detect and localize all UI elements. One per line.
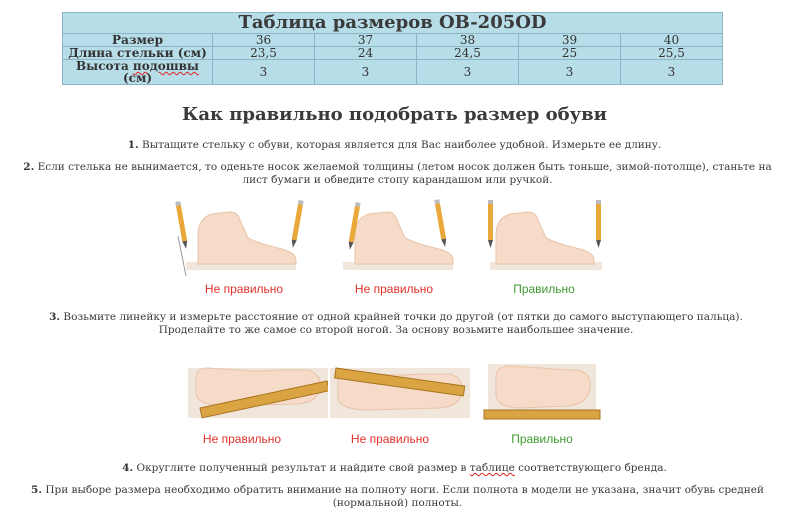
table-row (63, 47, 723, 60)
caption-right-2: Правильно (511, 432, 573, 446)
step-text: Вытащите стельку с обуви, которая является для Вас наиболее удобной. Измерьте ее длину. (138, 139, 662, 151)
table-cell: 25,5 (621, 47, 723, 60)
spellcheck-word: таблице (469, 462, 515, 474)
table-cell: 3 (621, 60, 723, 85)
table-cell: 3 (417, 60, 519, 85)
table-cell: 3 (213, 60, 315, 85)
table-cell: 38 (417, 34, 519, 47)
row-label-size: Размер (63, 34, 213, 47)
step-text: соответствующего бренда. (514, 462, 667, 474)
caption-wrong-1: Не правильно (204, 282, 284, 296)
spellcheck-word: подошвы (132, 59, 199, 73)
row-label-sole-height (63, 60, 213, 85)
table-cell: 37 (315, 34, 417, 47)
row-label-part: Высота (76, 59, 133, 73)
table-cell: 24,5 (417, 47, 519, 60)
step-text: При выборе размера необходимо обратить внимание на полноту ноги. Если полнота в модели не указана, значит обувь средней (нормальной) полноты. (42, 484, 764, 509)
table-row (63, 34, 723, 47)
pencil-illustration-wrong-2 (325, 196, 475, 276)
size-table-title: Таблица размеров OB-205OD (63, 13, 723, 34)
pencil-illustration-right (482, 196, 612, 276)
row-label-part: (см) (122, 71, 153, 85)
step-number: 3. (49, 311, 61, 323)
table-cell: 3 (519, 60, 621, 85)
step-1 (0, 139, 789, 152)
table-cell: 23,5 (213, 47, 315, 60)
step-text: Округлите полученный результат и найдите свой размер в (133, 462, 470, 474)
step-3 (16, 311, 776, 337)
caption-wrong-4: Не правильно (350, 432, 430, 446)
step-number: 2. (23, 161, 35, 173)
table-cell: 3 (315, 60, 417, 85)
table-row (63, 60, 723, 85)
step-5 (20, 484, 775, 510)
ruler-illustration-right (482, 358, 602, 428)
step-text: Если стелька не вынимается, то оденьте носок желаемой толщины (летом носок должен быть тоньше, зимой-потолще), станьте на лист бумаги и обведите стопу карандашом или ручкой. (34, 161, 772, 186)
pencil-illustration-wrong-1 (168, 196, 318, 276)
row-label-insole-length: Длина стельки (см) (63, 47, 213, 60)
caption-right-1: Правильно (513, 282, 575, 296)
table-cell: 36 (213, 34, 315, 47)
ruler-illustration-wrong-1 (188, 358, 328, 428)
table-cell: 39 (519, 34, 621, 47)
table-cell: 40 (621, 34, 723, 47)
size-table (62, 12, 723, 85)
step-text: Возьмите линейку и измерьте расстояние от одной крайней точки до другой (от пятки до самого выступающего пальца). Проделайте то же самое со второй ногой. За основу возьмите наибольшее значение. (60, 311, 743, 336)
step-number: 5. (31, 484, 42, 496)
page-heading: Как правильно подобрать размер обуви (181, 104, 608, 125)
step-number: 1. (127, 139, 139, 151)
step-4 (0, 462, 789, 475)
step-2 (20, 161, 775, 187)
ruler-illustration-wrong-2 (330, 358, 470, 428)
caption-wrong-2: Не правильно (354, 282, 434, 296)
step-number: 4. (122, 462, 134, 474)
caption-wrong-3: Не правильно (202, 432, 282, 446)
table-cell: 24 (315, 47, 417, 60)
table-cell: 25 (519, 47, 621, 60)
